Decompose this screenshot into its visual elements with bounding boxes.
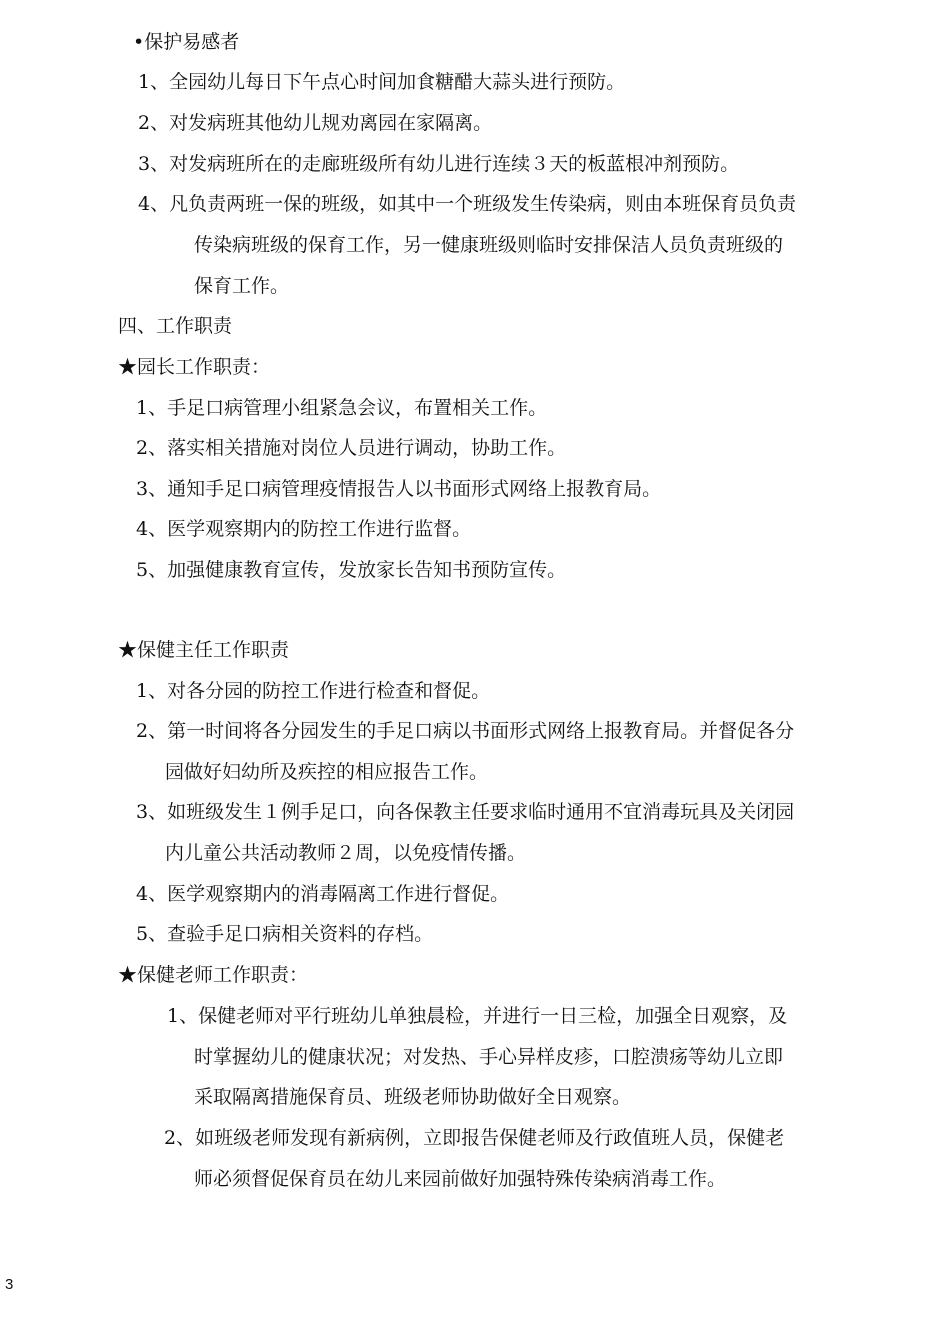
- director-item-4: 4、医学观察期内的防控工作进行监督。: [136, 518, 472, 540]
- health-director-item-3-cont: 内儿童公共活动教师２周，以免疫情传播。: [165, 842, 527, 864]
- protect-item-1: 1、全园幼儿每日下午点心时间加食糖醋大蒜头进行预防。: [138, 71, 626, 93]
- health-director-item-2: 2、第一时间将各分园发生的手足口病以书面形式网络上报教育局。并督促各分: [136, 720, 795, 742]
- director-heading: ★园长工作职责：: [118, 356, 271, 378]
- protect-item-4-cont-1: 传染病班级的保育工作，另一健康班级则临时安排保洁人员负责班级的: [194, 234, 784, 256]
- health-teacher-item-1-cont-1: 时掌握幼儿的健康状况；对发热、手心异样皮疹，口腔溃疡等幼儿立即: [194, 1046, 784, 1068]
- director-item-2: 2、落实相关措施对岗位人员进行调动，协助工作。: [136, 437, 567, 459]
- health-director-item-4: 4、医学观察期内的消毒隔离工作进行督促。: [136, 883, 510, 905]
- health-teacher-heading: ★保健老师工作职责：: [118, 964, 309, 986]
- health-director-item-2-cont: 园做好妇幼所及疾控的相应报告工作。: [165, 761, 489, 783]
- director-item-5: 5、加强健康教育宣传，发放家长告知书预防宣传。: [136, 559, 567, 581]
- health-director-item-5: 5、查验手足口病相关资料的存档。: [136, 923, 434, 945]
- health-director-item-3: 3、如班级发生１例手足口，向各保教主任要求临时通用不宜消毒玩具及关闭园: [136, 801, 795, 823]
- director-item-1: 1、手足口病管理小组紧急会议，布置相关工作。: [136, 397, 548, 419]
- health-director-item-1: 1、对各分园的防控工作进行检查和督促。: [136, 680, 491, 702]
- page-number: 3: [5, 1276, 14, 1293]
- health-teacher-item-1: 1、保健老师对平行班幼儿单独晨检，并进行一日三检，加强全日观察，及: [167, 1005, 788, 1027]
- health-teacher-item-2-cont: 师必须督促保育员在幼儿来园前做好加强特殊传染病消毒工作。: [194, 1168, 727, 1190]
- health-teacher-item-1-cont-2: 采取隔离措施保育员、班级老师协助做好全日观察。: [194, 1086, 632, 1108]
- duties-heading: 四、工作职责: [118, 315, 233, 337]
- health-teacher-item-2: 2、如班级老师发现有新病例，立即报告保健老师及行政值班人员，保健老: [164, 1127, 785, 1149]
- protect-item-4: 4、凡负责两班一保的班级，如其中一个班级发生传染病，则由本班保育员负责: [138, 193, 797, 215]
- protect-item-3: 3、对发病班所在的走廊班级所有幼儿进行连续３天的板蓝根冲剂预防。: [138, 153, 740, 175]
- protect-heading: •保护易感者: [133, 31, 240, 53]
- protect-item-4-cont-2: 保育工作。: [194, 275, 290, 297]
- health-director-heading: ★保健主任工作职责: [118, 639, 290, 661]
- director-item-3: 3、通知手足口病管理疫情报告人以书面形式网络上报教育局。: [136, 478, 662, 500]
- protect-item-2: 2、对发病班其他幼儿规劝离园在家隔离。: [138, 112, 493, 134]
